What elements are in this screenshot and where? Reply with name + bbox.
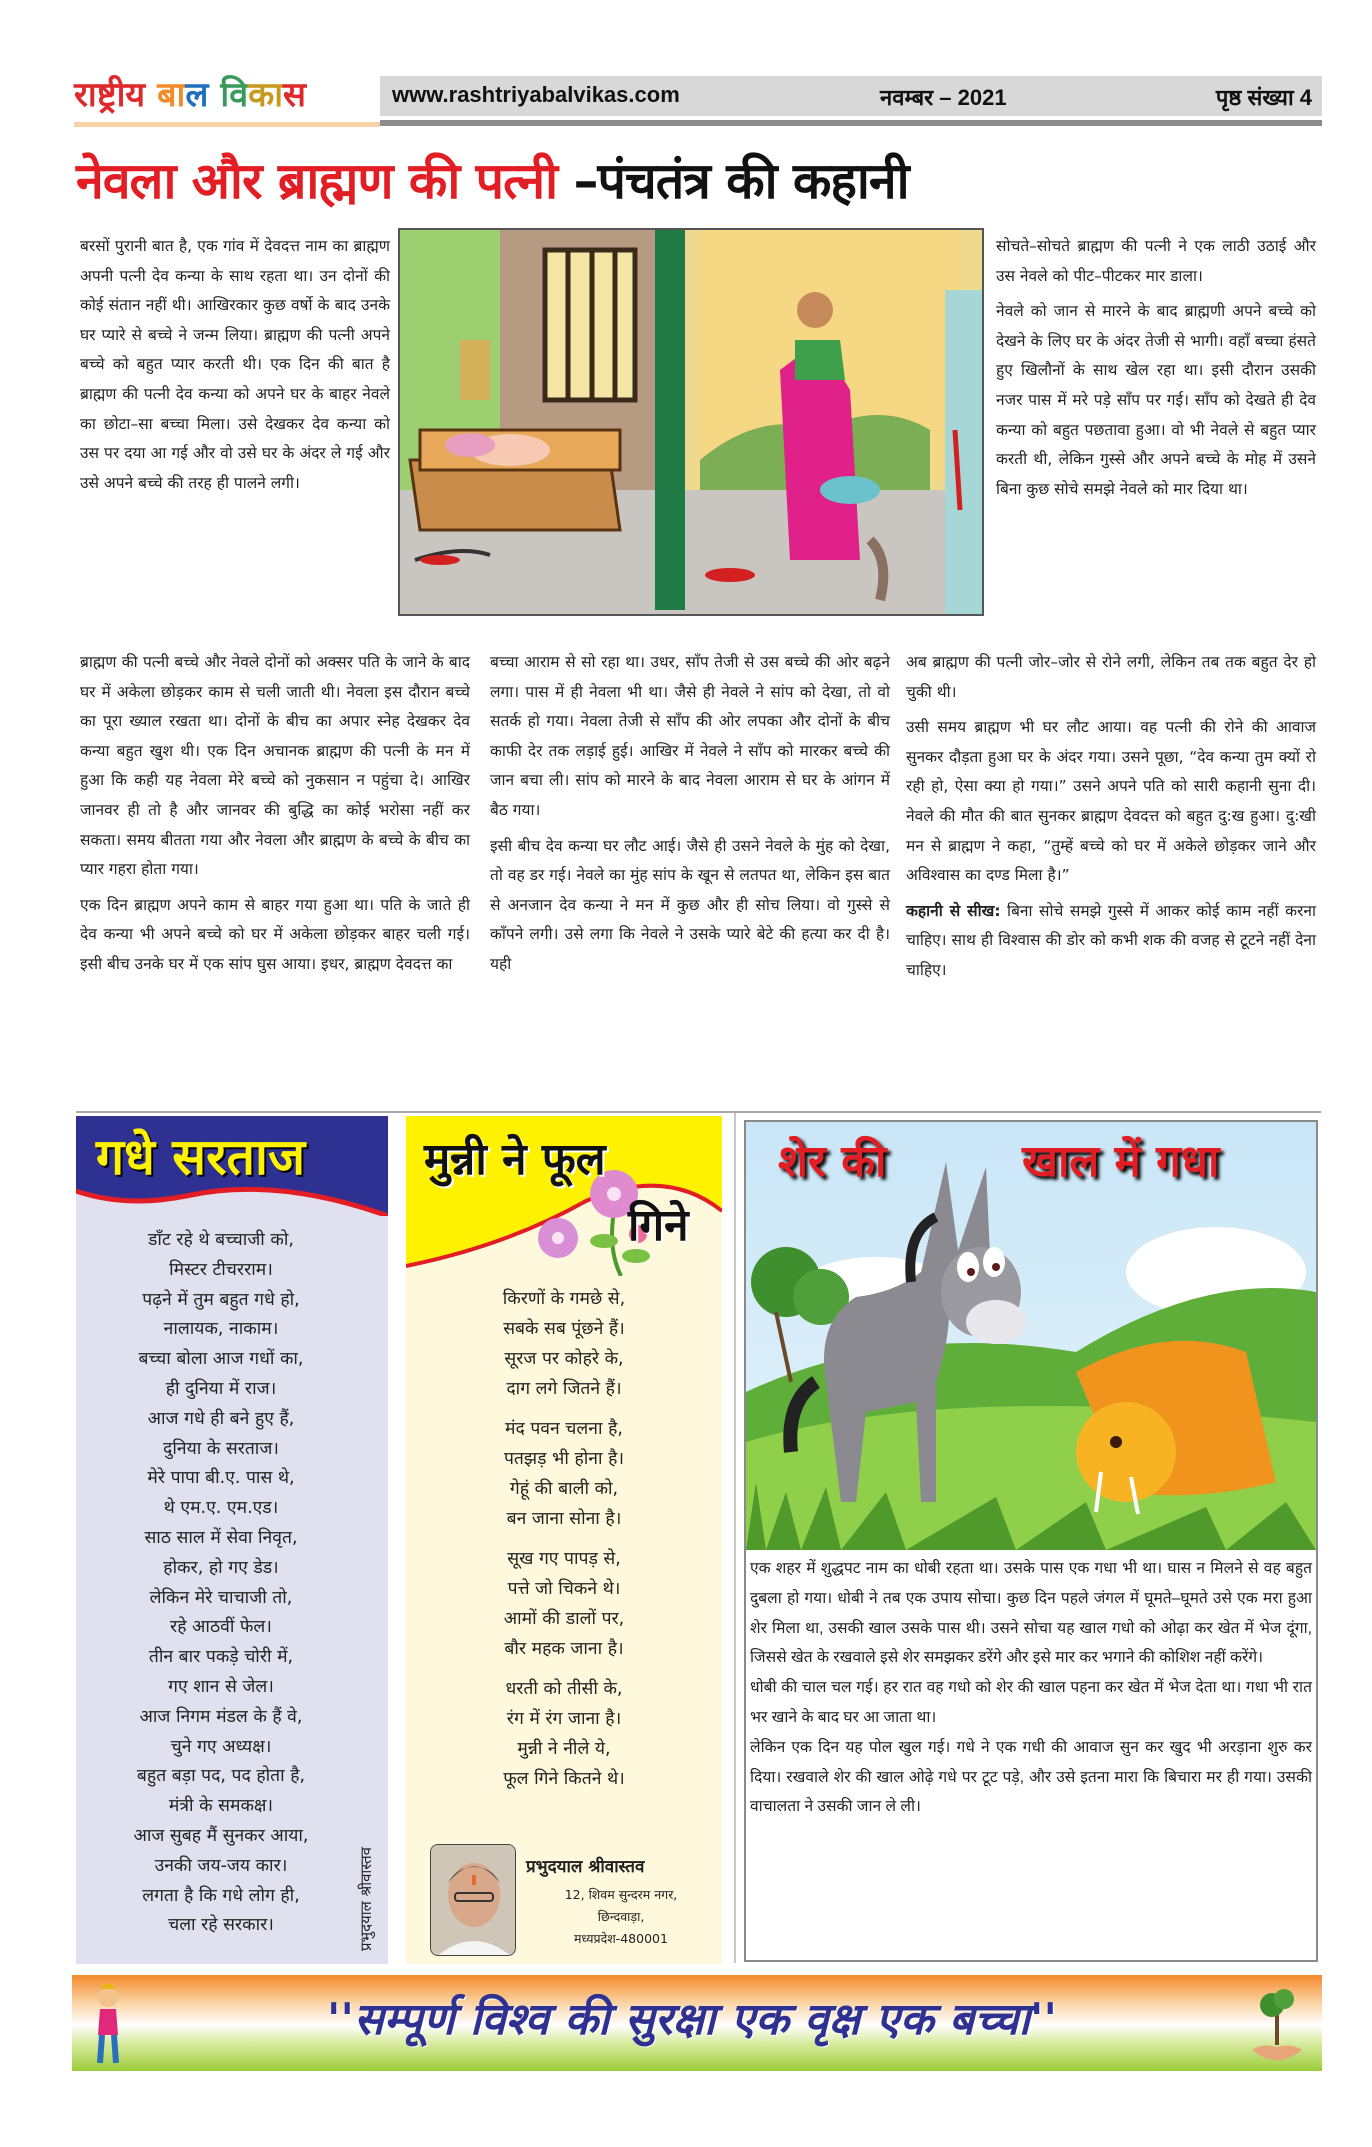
poem-line: आमों की डालों पर, bbox=[503, 1609, 625, 1629]
story-title-part-1: शेर की bbox=[778, 1136, 887, 1187]
poem-line: थे एम.ए. एम.एड। bbox=[163, 1498, 279, 1519]
author-card bbox=[430, 1844, 720, 1956]
poem-line: फूल गिने कितने थे। bbox=[503, 1769, 625, 1789]
author-photo bbox=[430, 1844, 516, 1956]
poem-line: रंग में रंग जाना है। bbox=[506, 1709, 622, 1729]
logo-underline bbox=[74, 122, 380, 127]
article-moral bbox=[906, 897, 1316, 986]
poem-line: डाँट रहे थे बच्चाजी को, bbox=[148, 1230, 294, 1250]
author-portrait-image bbox=[431, 1845, 516, 1956]
poem-line: पढ़ने में तुम बहुत गधे हो, bbox=[142, 1289, 300, 1310]
poem-line: बहुत बड़ा पद, पद होता है, bbox=[136, 1766, 306, 1787]
article-column-1-bottom bbox=[80, 648, 470, 986]
logo-letter: राष्ट्रीय bbox=[74, 75, 146, 115]
poem-line: पतझड़ भी होना है। bbox=[503, 1449, 625, 1469]
story-paragraph: धोबी की चाल चल गई। हर रात वह गधो को शेर की खाल पहना कर खेत में भेज देता था। गधा भी रात भर खाने के बाद घर आ जाता था। bbox=[750, 1679, 1312, 1726]
poem-line: आज सुबह मैं सुनकर आया, bbox=[133, 1825, 309, 1846]
sapling-in-hands-icon bbox=[1242, 1975, 1312, 2071]
poem-title-line-2: गिने bbox=[628, 1200, 689, 1251]
page-number: पृष्ठ संख्या 4 bbox=[1215, 85, 1312, 110]
logo-letter: वि bbox=[220, 75, 249, 115]
poem-line: चुने गए अध्यक्ष। bbox=[170, 1736, 272, 1757]
poem-line: मुन्नी ने नीले ये, bbox=[517, 1739, 611, 1759]
article-paragraph: इसी बीच देव कन्या घर लौट आई। जैसे ही उसने नेवले के मुंह को देखा, तो वह डर गई। नेवले का मुंह सांप के खून से लतपत था, लेकिन इस बात से अनजान देव कन्या ने मन में कुछ और ही सोच लिया। वो गुस्से से काँपने लगी। उसे लगा कि नेवले ने उसके प्यारे बेटे की हत्या कर दी है। यही bbox=[490, 836, 890, 973]
poem-line: होकर, हो गए डेड। bbox=[163, 1557, 279, 1578]
article-paragraph: एक दिन ब्राह्मण अपने काम से बाहर गया हुआ था। पति के जाते ही देव कन्या भी अपने बच्चे को घर में अकेला छोड़कर बाहर चली गई। इसी बीच उनके घर में एक सांप घुस आया। इधर, ब्राह्मण देवदत्त का bbox=[80, 895, 470, 973]
article-paragraph: अब ब्राह्मण की पत्नी जोर–जोर से रोने लगी, लेकिन तब तक बहुत देर हो चुकी थी। bbox=[906, 653, 1316, 701]
author-address bbox=[526, 1884, 716, 1950]
poem-stanza bbox=[406, 1544, 722, 1664]
story-paragraph: एक शहर में शुद्धपट नाम का धोबी रहता था। उसके पास एक गधा भी था। घास न मिलने से वह बहुत दुबला हो गया। धोबी ने तब एक उपाय सोचा। कुछ दिन पहले जंगल में घूमते–घूमते उसे एक मरा हुआ शेर मिला था, उसकी खाल उसके पास थी। उसने सोचा यह खाल गधो को ओढ़ा कर खेत में भेज दूंगा, जिससे खेत के रखवाले इसे शेर समझकर डरेंगे और इसे मार कर भगाने की कोशिश नहीं करेंगे। bbox=[750, 1560, 1312, 1667]
author-name: प्रभुदयाल श्रीवास्तव bbox=[526, 1857, 645, 1877]
article-column-1-top bbox=[80, 232, 390, 504]
article-paragraph: बरसों पुरानी बात है, एक गांव में देवदत्त नाम का ब्राह्मण अपनी पत्नी देव कन्या के साथ रहता था। उन दोनों की कोई संतान नहीं थी। आखिरकार कुछ वर्षो के बाद उनके घर प्यारे से बच्चे ने जन्म लिया। ब्राह्मण की पत्नी अपने बच्चे को बहुत प्यार करती थी। एक दिन की बात है ब्राह्मण की पत्नी देव कन्या को अपने घर के बाहर नेवले का छोटा–सा बच्चा मिला। उसे देखकर देव कन्या को उस पर दया आ गई और वो उसे घर के अंदर ले गई और उसे अपने बच्चे की तरह ही पालने लगी। bbox=[80, 237, 390, 492]
article-paragraph: सोचते–सोचते ब्राह्मण की पत्नी ने एक लाठी उठाई और उस नेवले को पीट–पीटकर मार डाला। bbox=[996, 237, 1316, 285]
article-column-3-top bbox=[996, 232, 1316, 510]
story-illustration bbox=[398, 228, 984, 616]
poem-line: मेरे पापा बी.ए. पास थे, bbox=[147, 1468, 295, 1489]
article-paragraph: नेवले को जान से मारने के बाद ब्राह्मणी अपने बच्चे को देखने के लिए घर के अंदर तेजी से भागी। वहाँ बच्चा हंसते हुए खिलौनों के साथ खेल रहा था। इसी दौरान उसकी नजर पास में मरे पड़े साँप पर गई। साँप को देखते ही देव कन्या को बहुत पछतावा हुआ। वो भी नेवले से बहुत प्यार करती थी, लेकिन गुस्से और अपने बच्चे के मोह में उसने बिना कुछ सोचे समझे नेवले को मार दिया था। bbox=[996, 302, 1316, 498]
logo-letter: ल bbox=[185, 75, 209, 115]
poem-line: ही दुनिया में राज। bbox=[165, 1378, 277, 1399]
poem-stanza bbox=[406, 1674, 722, 1794]
poem-line: गए शान से जेल। bbox=[168, 1676, 274, 1697]
address-line: 12, शिवम सुन्दरम नगर, bbox=[564, 1887, 678, 1902]
issue-date: नवम्बर – 2021 bbox=[880, 85, 1007, 110]
address-line: मध्यप्रदेश-480001 bbox=[574, 1931, 668, 1946]
poem-line: चला रहे सरकार। bbox=[168, 1915, 274, 1936]
poem-line: रहे आठवीं फेल। bbox=[170, 1617, 272, 1638]
column-divider bbox=[734, 1113, 736, 1963]
story-paragraph: लेकिन एक दिन यह पोल खुल गई। गधे ने एक गधी की आवाज सुन कर खुद भी अरड़ाना शुरु कर दिया। रखवाले शेर की खाल ओढ़े गधे पर टूट पड़े, और उसे इतना मारा कि बिचारा मर ही गया। उसकी वाचालता ने उसकी जान ले ली। bbox=[750, 1738, 1312, 1816]
poem-line: सबके सब पूंछने हैं। bbox=[503, 1319, 625, 1339]
poem-line: आज निगम मंडल के हैं वे, bbox=[139, 1706, 303, 1727]
mongoose-story-image bbox=[400, 230, 982, 614]
poem-line: लेकिन मेरे चाचाजी तो, bbox=[149, 1587, 293, 1608]
poem-line: लगता है कि गधे लोग ही, bbox=[142, 1885, 300, 1906]
article-column-2-bottom bbox=[490, 648, 890, 986]
poem-line: मंत्री के समकक्ष। bbox=[168, 1796, 274, 1817]
poem-line: पत्ते जो चिकने थे। bbox=[507, 1579, 621, 1599]
article-paragraph: उसी समय ब्राह्मण भी घर लौट आया। वह पत्नी की रोने की आवाज सुनकर दौड़ता हुआ घर के अंदर गया। उसने पूछा, “देव कन्या तुम क्यों रो रही हो, ऐसा क्या हो गया।” उसने अपने पति को सारी कहानी सुना दी। नेवले की मौत की बात सुनकर ब्राह्मण देवदत्त को बहुत दु:ख हुआ। दु:खी मन से ब्राह्मण ने कहा, “तुम्हें बच्चे को घर में अकेले छोड़कर जाने और अविश्वास का दण्ड मिला है।” bbox=[906, 718, 1316, 885]
article-paragraph: ब्राह्मण की पत्नी बच्चे और नेवले दोनों को अक्सर पति के जाने के बाद घर में अकेला छोड़कर काम से चली जाती थी। नेवला इस दौरान बच्चे का पूरा ख्याल रखता था। दोनों के बीच का अपार स्नेह देखकर देव कन्या बहुत खुश थी। एक दिन अचानक ब्राह्मण की पत्नी के मन में हुआ कि कही यह नेवला मेरे बच्चे को नुकसान न पहुंचा दे। आखिर जानवर ही तो है और जानवर की बुद्धि का कोई भरोसा नहीं कर सकता। समय बीतता गया और नेवला और ब्राह्मण के बच्चे के बीच का प्यार गहरा होता गया। bbox=[80, 653, 470, 879]
masthead bbox=[70, 72, 1322, 128]
poem-lines bbox=[76, 1226, 366, 1941]
poem-line: सूख गए पापड़ से, bbox=[507, 1549, 621, 1569]
moral-label: कहानी से सीख: bbox=[906, 901, 1001, 920]
poem-line: उनकी जय-जय कार। bbox=[154, 1855, 288, 1876]
poem-stanza bbox=[406, 1414, 722, 1534]
banner-slogan: ''सम्पूर्ण विश्व की सुरक्षा एक वृक्ष एक बच्चा'' bbox=[327, 1994, 1057, 2045]
child-with-plant-icon bbox=[78, 1975, 138, 2071]
logo-letter: स bbox=[283, 75, 307, 115]
story-sher-ki-khal-mein-gadha bbox=[744, 1120, 1318, 1962]
poem-gadhe-sartaj bbox=[76, 1116, 388, 1964]
poem-munni-ne-phool-gine bbox=[406, 1116, 722, 1964]
poem-line: बच्चा बोला आज गधों का, bbox=[138, 1349, 304, 1370]
poem-line: सूरज पर कोहरे के, bbox=[504, 1349, 624, 1369]
article-paragraph: बच्चा आराम से सो रहा था। उधर, साँप तेजी से उस बच्चे की ओर बढ़ने लगा। पास में ही नेवला भी था। जैसे ही नेवले ने सांप को देखा, तो वो सतर्क हो गया। नेवला तेजी से साँप की ओर लपका और दोनों के बीच काफी देर तक लड़ाई हुई। आखिर में नेवले ने साँप को मारकर बच्चे की जान बचा ली। सांप को मारने के बाद नेवला आराम से घर के आंगन में बैठ गया। bbox=[490, 653, 890, 819]
poem-line: आज गधे ही बने हुए हैं, bbox=[147, 1408, 295, 1429]
story-text bbox=[750, 1554, 1312, 1822]
footer-slogan-banner bbox=[72, 1975, 1322, 2071]
header-bar bbox=[380, 76, 1322, 116]
logo-letter: बा bbox=[157, 75, 186, 115]
moral-text: बिना सोचे समझे गुस्से में आकर कोई काम नहीं करना चाहिए। साथ ही विश्वास की डोर को कभी शक की वजह से टूटने नहीं देना चाहिए। bbox=[906, 901, 1316, 979]
poem-line: किरणों के गमछे से, bbox=[502, 1289, 626, 1309]
poem-line: गेहूं की बाली को, bbox=[509, 1479, 619, 1499]
website-url[interactable]: www.rashtriyabalvikas.com bbox=[392, 82, 680, 107]
poem-line: तीन बार पकड़े चोरी में, bbox=[148, 1647, 294, 1668]
story-illustration bbox=[746, 1122, 1316, 1550]
article-column-3-bottom bbox=[906, 648, 1316, 992]
poem-line: बौर महक जाना है। bbox=[504, 1639, 624, 1659]
poem-line: दुनिया के सरताज। bbox=[163, 1438, 279, 1459]
poem-author-credit: प्रभुदयाल श्रीवास्तव bbox=[357, 1846, 375, 1951]
poem-line: मिस्टर टीचरराम। bbox=[169, 1259, 273, 1280]
poem-line: साठ साल में सेवा निवृत, bbox=[144, 1527, 298, 1548]
header-rule bbox=[380, 120, 1322, 126]
logo-letter: का bbox=[248, 75, 284, 115]
poem-line: मंद पवन चलना है, bbox=[505, 1419, 623, 1439]
poem-stanza bbox=[406, 1284, 722, 1404]
article-title bbox=[76, 148, 1316, 218]
article-title-main: नेवला और ब्राह्मण की पत्नी bbox=[76, 152, 558, 210]
poem-line: दाग लगे जितने हैं। bbox=[506, 1379, 622, 1399]
article-title-subtitle: –पंचतंत्र की कहानी bbox=[557, 152, 909, 210]
poem-line: बन जाना सोना है। bbox=[506, 1509, 622, 1529]
poem-title: गधे सरताज bbox=[96, 1128, 306, 1186]
poem-line: नालायक, नाकाम। bbox=[163, 1319, 279, 1340]
poem-title-line-1: मुन्नी ने फूल bbox=[424, 1134, 606, 1185]
poem-lines bbox=[406, 1284, 722, 1804]
address-line: छिन्दवाड़ा, bbox=[597, 1909, 645, 1924]
publication-logo bbox=[74, 72, 380, 124]
story-title-part-2: खाल में गधा bbox=[1022, 1136, 1220, 1187]
section-divider bbox=[76, 1111, 1321, 1113]
poem-line: धरती को तीसी के, bbox=[505, 1679, 623, 1699]
